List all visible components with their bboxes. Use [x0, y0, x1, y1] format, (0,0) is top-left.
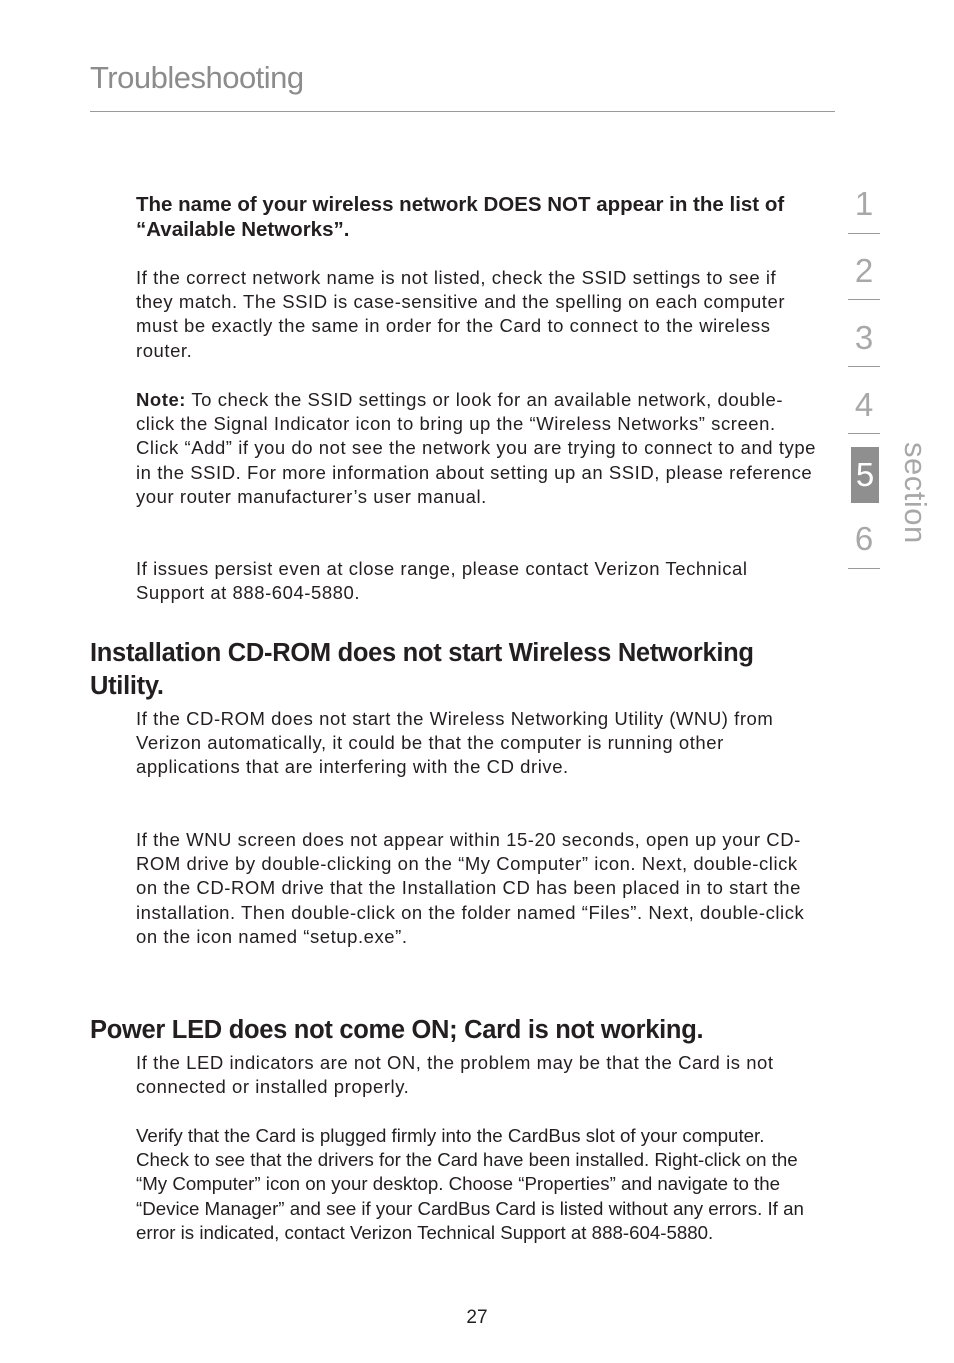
- section-label: section: [898, 442, 933, 544]
- section-nav-6: 6: [854, 520, 874, 557]
- cdrom-paragraph-1: If the CD-ROM does not start the Wireless Networking Utility (WNU) from Verizon automatically, it could be that the computer is running other applications that are interfering with the CD drive.: [136, 708, 774, 778]
- cdrom-paragraph-2: If the WNU screen does not appear within 15-20 seconds, open up your CD-ROM drive by double-clicking on the “My Computer” icon. Next, double-click on the CD-ROM drive that the Installation CD has been placed in to start the installation. Then double-click on the folder named “Files”. Next, double-click on the icon named “setup.exe”.: [136, 829, 805, 947]
- section-nav-divider: [848, 433, 880, 434]
- support-paragraph: If issues persist even at close range, please contact Verizon Technical Support at 888-604-5880.: [136, 558, 748, 604]
- section-nav-5-active: 5: [851, 447, 879, 503]
- ssid-note: [136, 388, 816, 509]
- section-nav-4: 4: [854, 386, 874, 423]
- power-led-heading: Power LED does not come ON; Card is not working.: [90, 1016, 704, 1044]
- note-label: Note:: [136, 389, 187, 410]
- power-led-paragraph-2: Verify that the Card is plugged firmly into the CardBus slot of your computer. Check to see that the drivers for the Card have been installed. Right-click on the “My Computer” icon on your desktop. Choose “Properties” and navigate to the “Device Manager” and see if your CardBus Card is listed without any errors. If an error is indicated, contact Verizon Technical Support at 888-604-5880.: [136, 1125, 804, 1243]
- running-title: Troubleshooting: [90, 60, 304, 95]
- section-nav-3: 3: [854, 319, 874, 356]
- cdrom-heading: Installation CD-ROM does not start Wireless Networking Utility.: [90, 639, 754, 700]
- ssid-paragraph: If the correct network name is not listed, check the SSID settings to see if they match. The SSID is case-sensitive and the spelling on each computer must be exactly the same in order for the Card to connect to the wireless router.: [136, 267, 786, 361]
- section-nav-divider: [848, 568, 880, 569]
- section-nav-divider: [848, 233, 880, 234]
- power-led-paragraph-1: If the LED indicators are not ON, the problem may be that the Card is not connected or installed properly.: [136, 1052, 774, 1098]
- ssid-subheading: The name of your wireless network DOES NOT appear in the list of “Available Networks”.: [136, 193, 785, 241]
- section-nav-divider: [848, 299, 880, 300]
- section-nav-2: 2: [854, 252, 874, 289]
- note-text: To check the SSID settings or look for an available network, double-click the Signal Indicator icon to bring up the “Wireless Networks” screen. Click “Add” if you do not see the network you are trying to connect to and type in the SSID. For more information about setting up an SSID, please reference your router manufacturer’s user manual.: [136, 389, 816, 507]
- header-rule: [90, 111, 835, 112]
- section-nav-1: 1: [854, 185, 874, 222]
- page-number: 27: [466, 1307, 488, 1328]
- section-nav-divider: [848, 366, 880, 367]
